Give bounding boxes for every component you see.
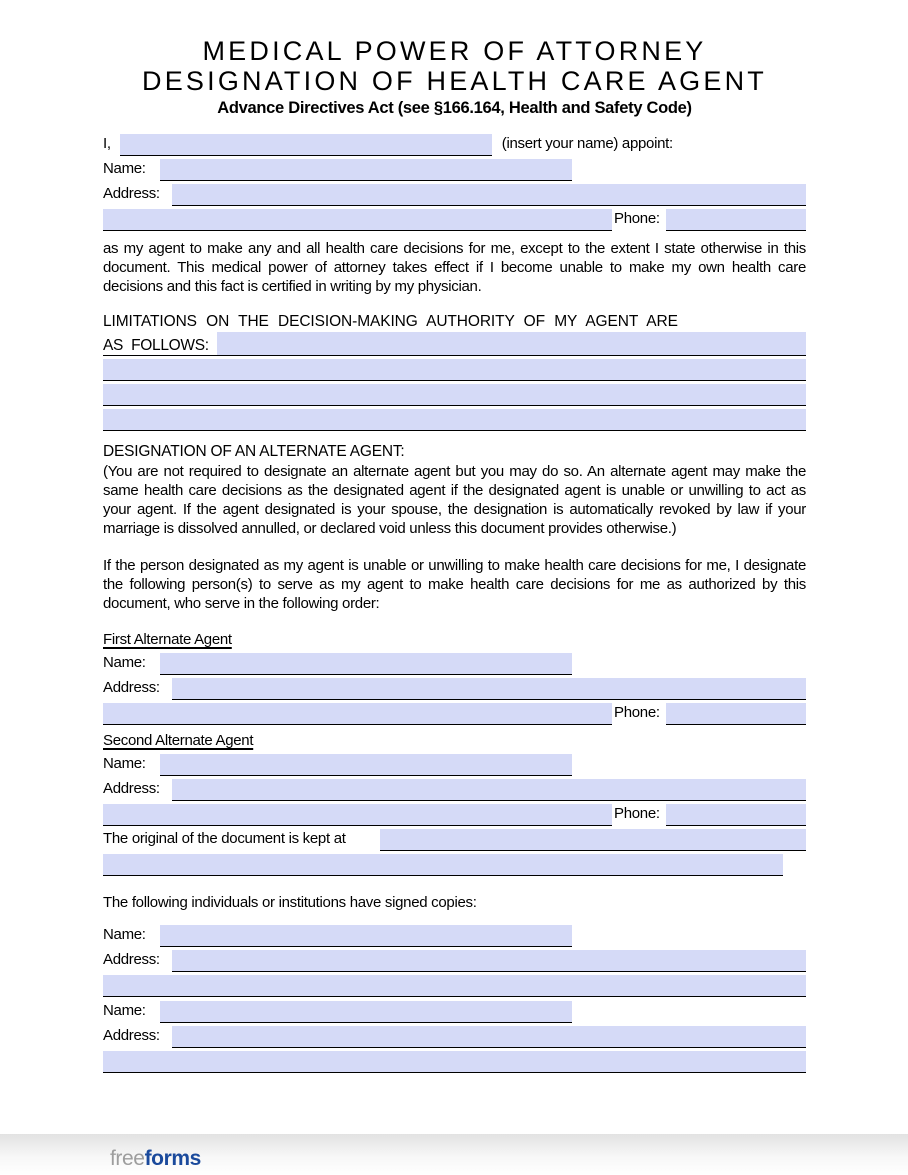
principal-phone-input[interactable] [666,209,806,231]
signed-copy-2-name-input[interactable] [160,1001,572,1023]
first-alt-address-row [103,678,806,700]
logo-forms-text: forms [144,1147,201,1170]
alternate-agent-note: (You are not required to designate an alternate agent but you may do so. An alternate agent may make the same health care decisions as the designated agent if the designated agent is unable or unwilling to act as your agent. If the agent designated is your spouse, the designation is automatically revoked by law if your marriage is dissolved annulled, or declared void unless this document provides otherwise.) [103,463,806,537]
name-label: Name: [103,755,146,772]
address-label: Address: [103,679,160,696]
second-alternate-heading: Second Alternate Agent [103,732,254,749]
original-location-row [103,829,806,851]
name-label: Name: [103,926,146,943]
phone-label: Phone: [614,210,660,227]
limitations-line2-input[interactable] [103,359,806,381]
signed-copy-entry-2 [103,1001,806,1073]
alternate-order-paragraph: If the person designated as my agent is unable or unwilling to make health care decisions for me, I designate the following person(s) to serve as my agent to make health care decisions for me as authorized by this document, who serve in the following order: [103,557,806,612]
alternate-agent-heading: DESIGNATION OF AN ALTERNATE AGENT: [103,443,405,460]
second-alt-address-row [103,779,806,801]
document-title-line1: MEDICAL POWER OF ATTORNEY [202,36,707,66]
principal-name-row [103,159,806,181]
principal-name-input[interactable] [160,159,572,181]
signed-copy-entry-1 [103,925,806,997]
original-location2-input[interactable] [103,854,783,876]
freeforms-logo [110,1148,201,1169]
limitations-line1-input[interactable] [217,332,806,355]
signed-copy-2-address-input[interactable] [172,1026,806,1048]
first-alt-name-row [103,653,806,675]
name-label: Name: [103,160,146,177]
first-alt-phone-input[interactable] [666,703,806,725]
signed-copy-1-address2-input[interactable] [103,975,806,997]
signed-copy-1-address-input[interactable] [172,950,806,972]
document-title-line2: DESIGNATION OF HEALTH CARE AGENT [142,66,767,96]
signed2-name-row [103,1001,806,1023]
first-alt-address2-input[interactable] [103,703,612,725]
intro-suffix-label: (insert your name) appoint: [501,135,673,152]
signed1-name-row [103,925,806,947]
intro-prefix-label: I, [103,135,111,152]
limitations-heading-line2: AS FOLLOWS: [103,337,209,354]
principal-inline-name-input[interactable] [120,134,492,156]
limitations-line3-input[interactable] [103,384,806,406]
phone-label: Phone: [614,704,660,721]
signed2-address-row [103,1026,806,1048]
phone-label: Phone: [614,805,660,822]
second-alt-name-input[interactable] [160,754,572,776]
address-label: Address: [103,1027,160,1044]
agent-powers-paragraph: as my agent to make any and all health care decisions for me, except to the extent I state otherwise in this document. This medical power of attorney takes effect if I become unable to make my own health care decisions and this fact is certified in writing by my physician. [103,240,806,295]
first-alt-address2-phone-row [103,703,806,725]
original-location-input[interactable] [380,829,806,851]
address-label: Address: [103,780,160,797]
limitations-heading-row [103,332,806,356]
first-alternate-heading: First Alternate Agent [103,631,232,648]
document-subtitle: Advance Directives Act (see §166.164, Health and Safety Code) [217,99,692,117]
name-label: Name: [103,654,146,671]
signed1-address-row [103,950,806,972]
logo-free-text: free [110,1147,145,1170]
second-alt-address2-phone-row [103,804,806,826]
principal-address2-phone-row [103,209,806,231]
principal-address-input[interactable] [172,184,806,206]
second-alt-phone-input[interactable] [666,804,806,826]
footer-bar [0,1134,908,1175]
second-alt-address2-input[interactable] [103,804,612,826]
signed-copies-intro: The following individuals or institutions have signed copies: [103,894,477,911]
address-label: Address: [103,951,160,968]
principal-address2-input[interactable] [103,209,612,231]
name-label: Name: [103,1002,146,1019]
original-location-label: The original of the document is kept at [103,830,346,847]
signed-copy-1-name-input[interactable] [160,925,572,947]
second-alt-address-input[interactable] [172,779,806,801]
limitations-line4-input[interactable] [103,409,806,431]
principal-intro-row [103,134,806,156]
first-alt-name-input[interactable] [160,653,572,675]
principal-address-row [103,184,806,206]
address-label: Address: [103,185,160,202]
first-alt-address-input[interactable] [172,678,806,700]
signed-copy-2-address2-input[interactable] [103,1051,806,1073]
second-alt-name-row [103,754,806,776]
limitations-heading-line1: LIMITATIONS ON THE DECISION-MAKING AUTHORITY OF MY AGENT ARE [103,313,678,330]
